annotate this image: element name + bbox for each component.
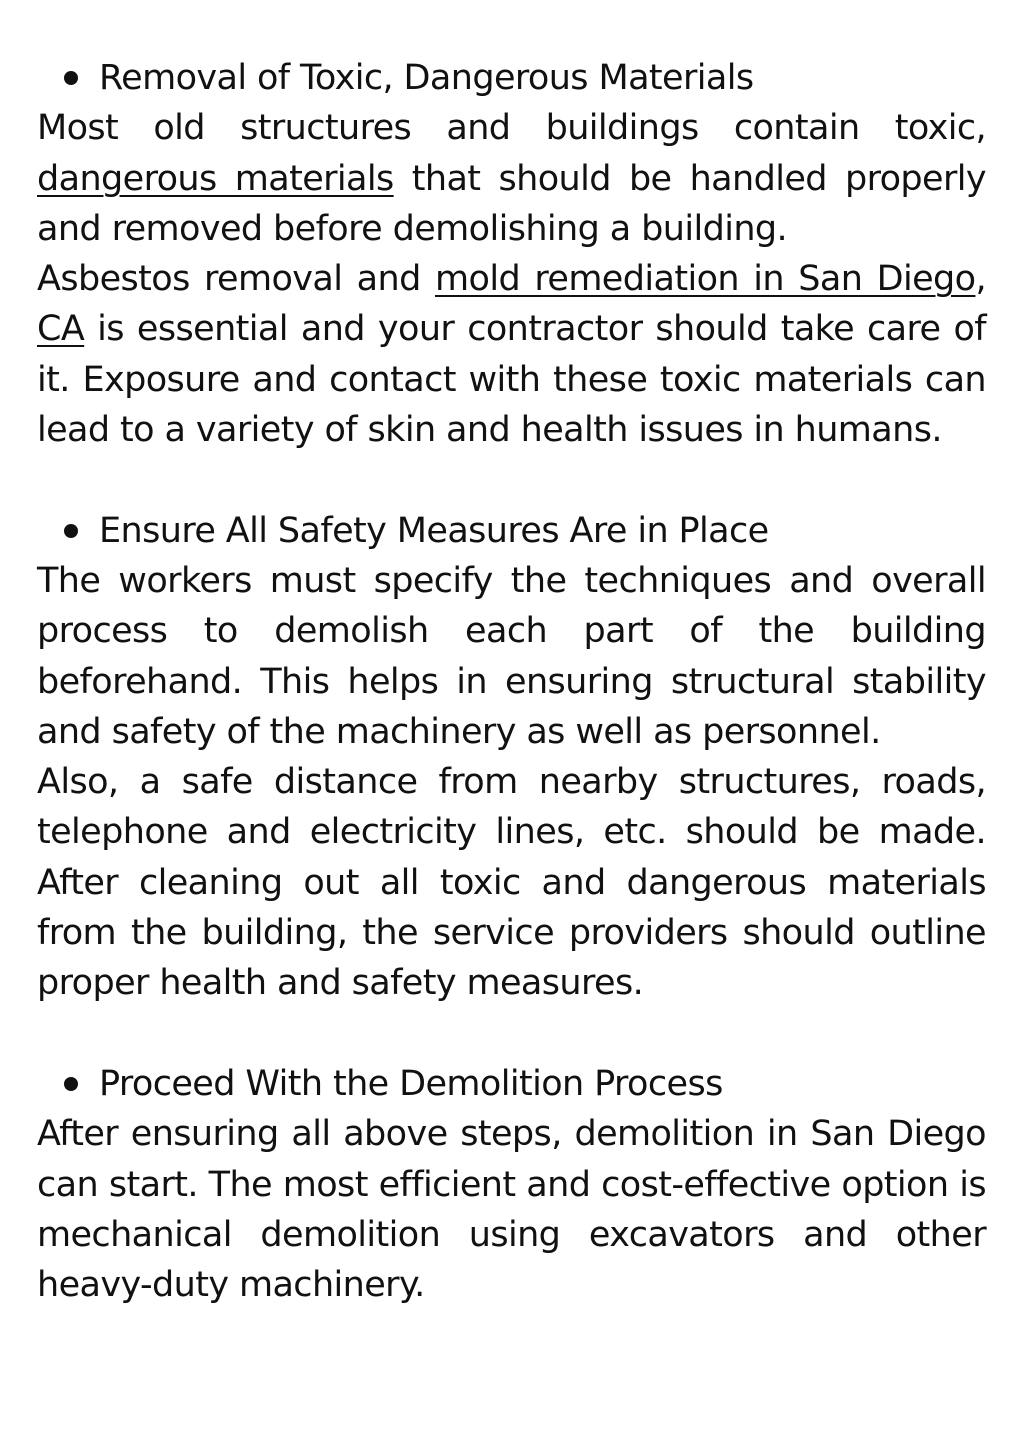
paragraph-workers-techniques: The workers must specify the techniques and overall process to demolish each part of the building beforehand. This helps in ensuring structural stability and safety of the machinery as well as personnel.: [37, 560, 986, 752]
bullet-dot-icon: [64, 71, 78, 85]
bullet-heading-removal: [37, 53, 986, 103]
ca-link[interactable]: CA: [37, 309, 85, 350]
paragraph-text: Asbestos removal and: [37, 259, 436, 300]
bullet-dot-icon: [64, 1077, 78, 1091]
paragraph-text: that should be handled properly and removed before demolishing a building.: [37, 158, 986, 249]
paragraph-text: ,: [975, 259, 986, 300]
section-safety-measures: [37, 506, 986, 1009]
section-heading: Ensure All Safety Measures Are in Place: [99, 510, 769, 551]
paragraph-old-structures: [37, 103, 986, 254]
section-removal-toxic-materials: [37, 53, 986, 455]
section-heading: Proceed With the Demolition Process: [99, 1063, 723, 1104]
document-page: [37, 53, 986, 1310]
bullet-dot-icon: [64, 524, 78, 538]
paragraph-after-ensuring: After ensuring all above steps, demolition in San Diego can start. The most efficient and cost-effective option is mechanical demolition using excavators and other heavy-duty machinery.: [37, 1114, 986, 1306]
section-demolition-process: [37, 1059, 986, 1310]
bullet-heading-demolition: [37, 1059, 986, 1109]
bullet-heading-safety: [37, 506, 986, 556]
dangerous-materials-link[interactable]: dangerous materials: [37, 158, 394, 199]
mold-remediation-link[interactable]: mold remediation in San Diego: [435, 259, 976, 300]
section-heading: Removal of Toxic, Dangerous Materials: [99, 58, 754, 98]
paragraph-safe-distance: Also, a safe distance from nearby structures, roads, telephone and electricity lines, etc. should be made. After cleaning out all toxic and dangerous materials from the building, the service providers should outline proper health and safety measures.: [37, 762, 986, 1004]
paragraph-text: Most old structures and buildings contain toxic,: [37, 108, 986, 149]
paragraph-asbestos-removal: [37, 254, 986, 455]
paragraph-text: is essential and your contractor should take care of it. Exposure and contact with these toxic materials can lead to a variety of skin and health issues in humans.: [37, 309, 986, 451]
